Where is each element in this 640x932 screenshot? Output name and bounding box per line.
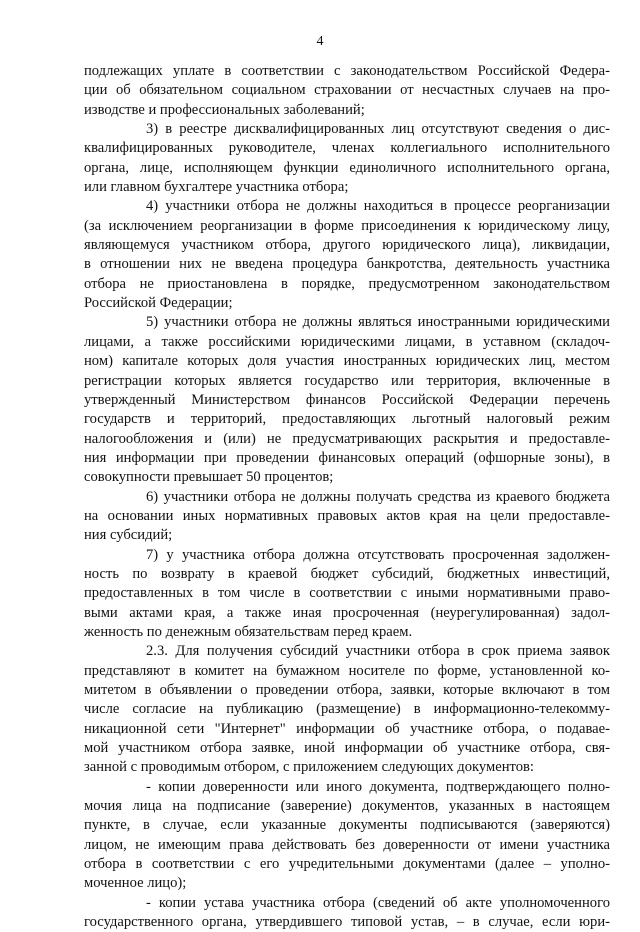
text-line: женность по денежным обязательствам перед краем. xyxy=(84,623,413,640)
document-body xyxy=(84,62,610,932)
text-line: никационной сети "Интернет" информации об участнике отбора, о подавае- xyxy=(84,720,610,737)
text-line: ния субсидий; xyxy=(84,527,173,544)
text-line: занной с проводимым отбором, с приложением следующих документов: xyxy=(84,759,534,776)
text-line: Российской Федерации; xyxy=(84,295,233,312)
text-line: выми актами края, а также иная просроченная (неурегулированная) задол- xyxy=(84,604,610,621)
text-line: подлежащих уплате в соответствии с законодательством Российской Федера- xyxy=(84,63,610,79)
text-line: (за исключением реорганизации в форме присоединения к юридическому лицу, xyxy=(84,217,610,234)
text-line: регистрации которых является государство или территория, включенные в xyxy=(84,372,610,389)
text-line: 2.3. Для получения субсидий участники отбора в срок приема заявок xyxy=(146,643,610,660)
text-line: отбора не приостановлена в порядке, предусмотренном законодательством xyxy=(84,275,610,292)
text-line: отбора в соответствии с его учредительными документами (далее – уполно- xyxy=(84,856,610,873)
text-line: ность по возврату в краевой бюджет субсидий, бюджетных инвестиций, xyxy=(84,565,610,582)
text-line: квалифицированных руководителе, членах коллегиального исполнительного xyxy=(84,140,610,157)
text-line: - копии устава участника отбора (сведений об акте уполномоченного xyxy=(146,894,610,911)
text-line: моченное лицо); xyxy=(84,875,187,892)
text-line: - копии доверенности или иного документа, подтверждающего полно- xyxy=(146,778,610,795)
text-line: государственного органа, утвердившего типовой устав, – в случае, если юри- xyxy=(84,914,610,931)
text-line: государств и территорий, предоставляющих льготный налоговый режим xyxy=(84,411,610,428)
text-line: утвержденный Министерством финансов Российской Федерации перечень xyxy=(84,391,610,408)
text-line: мочия лица на подписание (заверение) документов, указанных в настоящем xyxy=(84,798,610,815)
text-line: ном) капитале которых доля участия иностранных юридических лиц, местом xyxy=(84,353,610,370)
text-line: налогообложения и (или) не предусматривающих раскрытия и предоставле- xyxy=(84,430,610,447)
text-line: ции об обязательном социальном страховании от несчастных случаев на про- xyxy=(84,82,610,99)
text-line: ния информации при проведении финансовых операций (офшорные зоны), в xyxy=(84,449,610,466)
text-line: представляют в комитет на бумажном носителе по форме, установленной ко- xyxy=(84,662,610,679)
text-line: в отношении них не введена процедура банкротства, деятельность участника xyxy=(84,256,610,273)
text-line: 6) участники отбора не должны получать средства из краевого бюджета xyxy=(146,488,610,505)
page-number: 4 xyxy=(316,34,324,49)
text-line: пункте, в случае, если указанные документы подписываются (заверяются) xyxy=(84,817,610,834)
text-line: на основании иных нормативных правовых актов края на цели предоставле- xyxy=(84,507,610,524)
text-line: числе согласие на публикацию (размещение) в информационно-телекомму- xyxy=(84,701,610,718)
text-line: мой участником отбора заявке, иной информации об участнике отбора, свя- xyxy=(84,740,610,757)
text-line: 5) участники отбора не должны являться иностранными юридическими xyxy=(146,314,610,331)
text-line: митетом в объявлении о проведении отбора, заявки, которые включают в том xyxy=(84,682,610,698)
text-line: 7) у участника отбора должна отсутствовать просроченная задолжен- xyxy=(146,546,610,563)
text-line: являющемуся участником отбора, другого юридического лица), ликвидации, xyxy=(84,237,610,254)
text-line: лицом, не имеющим права действовать без доверенности от имени участника xyxy=(84,836,610,853)
text-line: или главном бухгалтере участника отбора; xyxy=(84,179,349,196)
text-line: 3) в реестре дисквалифицированных лиц отсутствуют сведения о дис- xyxy=(146,121,610,138)
text-line: предоставленных в том числе в соответствии с иными нормативными право- xyxy=(84,585,610,602)
text-line: лицами, а также российскими юридическими лицами, в уставном (складоч- xyxy=(84,333,610,350)
text-line: изводстве и профессиональных заболеваний; xyxy=(84,101,365,118)
text-line: органа, лице, исполняющем функции единоличного исполнительного органа, xyxy=(84,159,610,176)
text-line: совокупности превышает 50 процентов; xyxy=(84,469,334,486)
text-line: 4) участники отбора не должны находиться в процессе реорганизации xyxy=(146,198,610,215)
